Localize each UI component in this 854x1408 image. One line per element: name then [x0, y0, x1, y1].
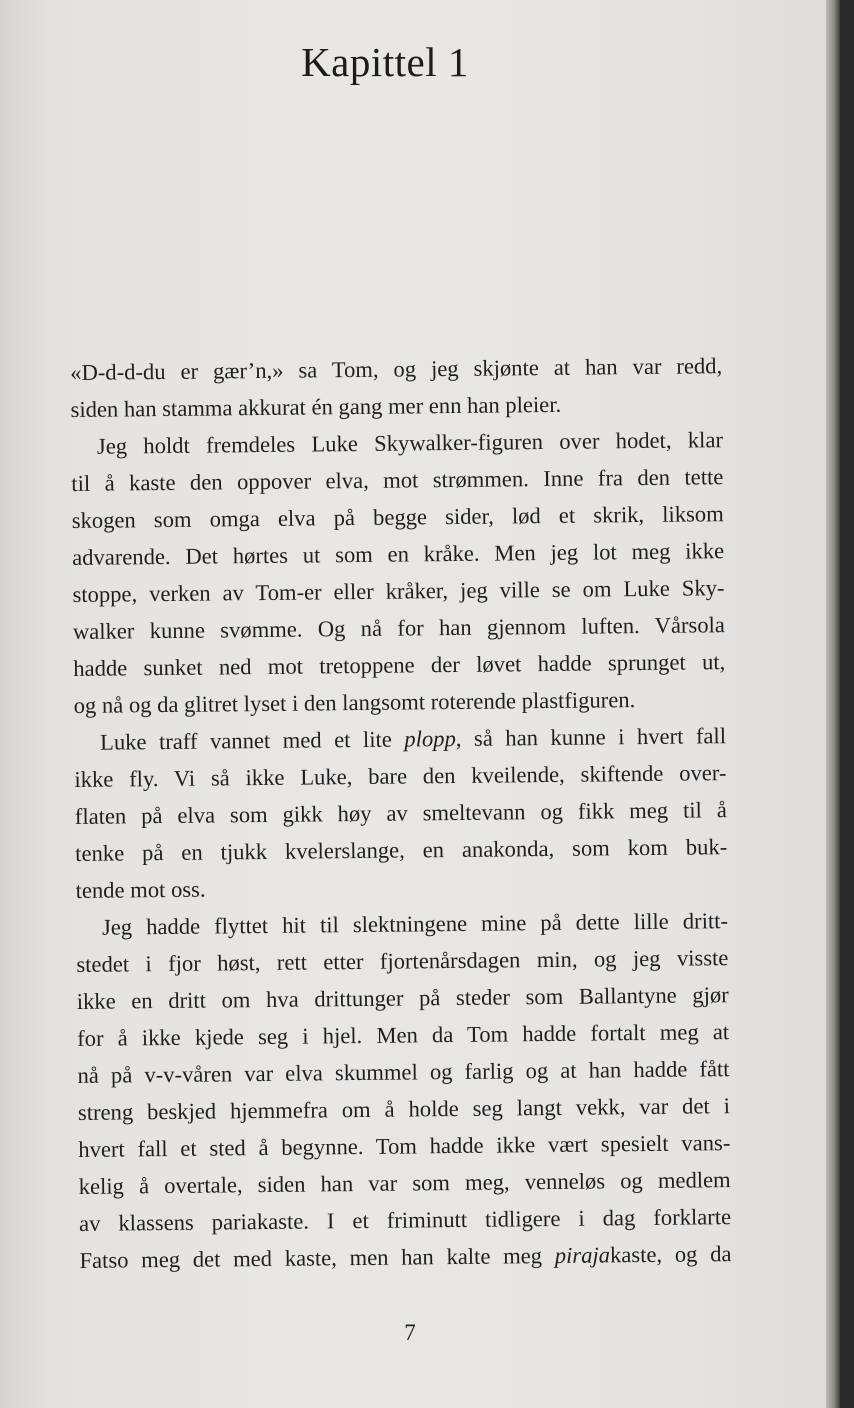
text-line: hvert fall et sted å begynne. Tom hadde ikke vært spesielt vans- — [78, 1130, 731, 1162]
text-line: kelig å overtale, siden han var som meg, venneløs og medlem — [78, 1167, 731, 1199]
text-line: Jeg holdt fremdeles Luke Skywalker-figuren over hodet, klar — [96, 427, 724, 459]
text-line: Jeg hadde flyttet hit til slektningene mine på dette lille dritt- — [101, 908, 729, 940]
text-line: skogen som omga elva på begge sider, lød et skrik, liksom — [71, 501, 724, 533]
text-line: nå på v-v-våren var elva skummel og farlig og at han hadde fått — [77, 1056, 730, 1088]
emphasized-word: piraja — [554, 1242, 611, 1268]
emphasized-word: plopp — [404, 725, 456, 752]
text-line: advarende. Det hørtes ut som en kråke. Men jeg lot meg ikke — [72, 538, 725, 570]
text-line: stedet i fjor høst, rett etter fjortenårsdagen min, og jeg visste — [76, 945, 729, 977]
text-line: for å ikke kjede seg i hjel. Men da Tom hadde fortalt meg at — [77, 1019, 730, 1051]
text-line: ikke en dritt om hva drittunger på steder som Ballantyne gjør — [76, 982, 729, 1014]
page-edge-shadow — [826, 0, 840, 1408]
text-line: streng beskjed hjemmefra om å holde seg langt vekk, var det i — [77, 1093, 731, 1125]
text-segment: Fatso meg det med kaste, men han kalte meg — [79, 1242, 555, 1273]
text-segment: , så han kunne i hvert fall — [455, 723, 727, 751]
text-line: ikke fly. Vi så ikke Luke, bare den kveilende, skiftende over- — [74, 760, 727, 792]
text-line: stoppe, verken av Tom-er eller kråker, jeg ville se om Luke Sky- — [72, 575, 725, 607]
text-line: tende mot oss. — [75, 876, 206, 903]
text-segment: kaste, og da — [609, 1241, 732, 1268]
text-line: flaten på elva som gikk høy av smeltevann og fikk meg til å — [74, 797, 727, 829]
text-line: til å kaste den oppover elva, mot strømmen. Inne fra den tette — [71, 464, 724, 496]
text-line: tenke på en tjukk kvelerslange, en anakonda, som kom buk- — [75, 834, 728, 866]
text-line: hadde sunket ned mot tretoppene der løvet hadde sprunget ut, — [73, 649, 726, 681]
text-line — [79, 1235, 731, 1279]
text-line: «D-d-d-du er gær’n,» sa Tom, og jeg skjønte at han var redd, — [70, 353, 723, 385]
text-line: og nå og da glitret lyset i den langsomt roterende plastfiguren. — [73, 687, 636, 718]
text-line: walker kunne svømme. Og nå for han gjennom luften. Vårsola — [72, 612, 726, 644]
text-line: av klassens pariakaste. I et friminutt tidligere i dag forklarte — [78, 1204, 732, 1236]
text-line: siden han stamma akkurat én gang mer enn han pleier. — [70, 391, 562, 422]
chapter-title: Kapittel 1 — [301, 39, 469, 85]
body-text — [70, 347, 732, 1279]
page-number: 7 — [404, 1320, 416, 1345]
text-segment: Luke traff vannet med et lite — [99, 726, 405, 755]
